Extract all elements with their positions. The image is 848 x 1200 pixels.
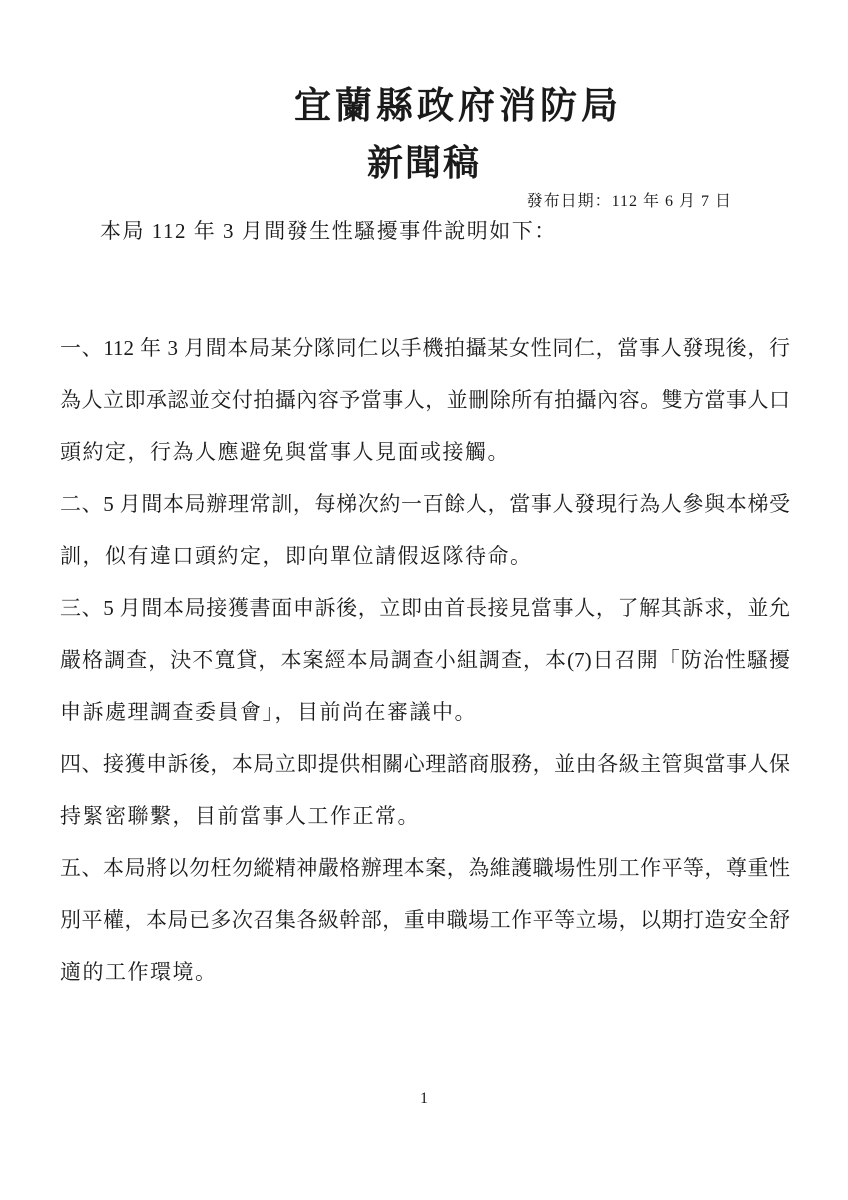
- text-line: 訓，似有違口頭約定，即向單位請假返隊待命。: [60, 543, 533, 568]
- publish-date: 發布日期：112 年 6 月 7 日: [526, 192, 732, 210]
- body-paragraph: [60, 322, 790, 478]
- page-number: 1: [420, 1090, 428, 1107]
- body-paragraph: [60, 478, 790, 582]
- text-line: 持緊密聯繫，目前當事人工作正常。: [60, 803, 420, 828]
- text-line: 為人立即承認並交付拍攝內容予當事人，並刪除所有拍攝內容。雙方當事人口: [60, 387, 790, 412]
- body-paragraph: [60, 582, 790, 738]
- text-line: 別平權，本局已多次召集各級幹部，重申職場工作平等立場，以期打造安全舒: [60, 907, 790, 932]
- document-subtitle: 新聞稿: [366, 142, 481, 183]
- document-title: 宜蘭縣政府消防局: [294, 86, 622, 127]
- page-footer: [0, 1090, 848, 1108]
- document-header: [0, 0, 848, 184]
- text-line: 頭約定，行為人應避免與當事人見面或接觸。: [60, 439, 510, 464]
- intro-line: 本局 112 年 3 月間發生性騷擾事件說明如下：: [100, 218, 557, 243]
- text-line: 申訴處理調查委員會」，目前尚在審議中。: [60, 699, 477, 724]
- text-line: 一、112 年 3 月間本局某分隊同仁以手機拍攝某女性同仁，當事人發現後，行: [60, 335, 790, 360]
- text-line: 適的工作環境。: [60, 959, 218, 984]
- body-paragraph: [60, 842, 790, 998]
- text-line: 三、5 月間本局接獲書面申訴後，立即由首長接見當事人，了解其訴求，並允: [60, 595, 790, 620]
- body-paragraph: [60, 738, 790, 842]
- text-line: 五、本局將以勿枉勿縱精神嚴格辦理本案，為維護職場性別工作平等，尊重性: [60, 855, 790, 880]
- text-line: 嚴格調查，決不寬貸，本案經本局調查小組調查，本(7)日召開「防治性騷擾: [60, 647, 790, 672]
- text-line: 二、5 月間本局辦理常訓，每梯次約一百餘人，當事人發現行為人參與本梯受: [60, 491, 790, 516]
- text-line: 四、接獲申訴後，本局立即提供相關心理諮商服務，並由各級主管與當事人保: [60, 751, 790, 776]
- document-body: [0, 322, 848, 998]
